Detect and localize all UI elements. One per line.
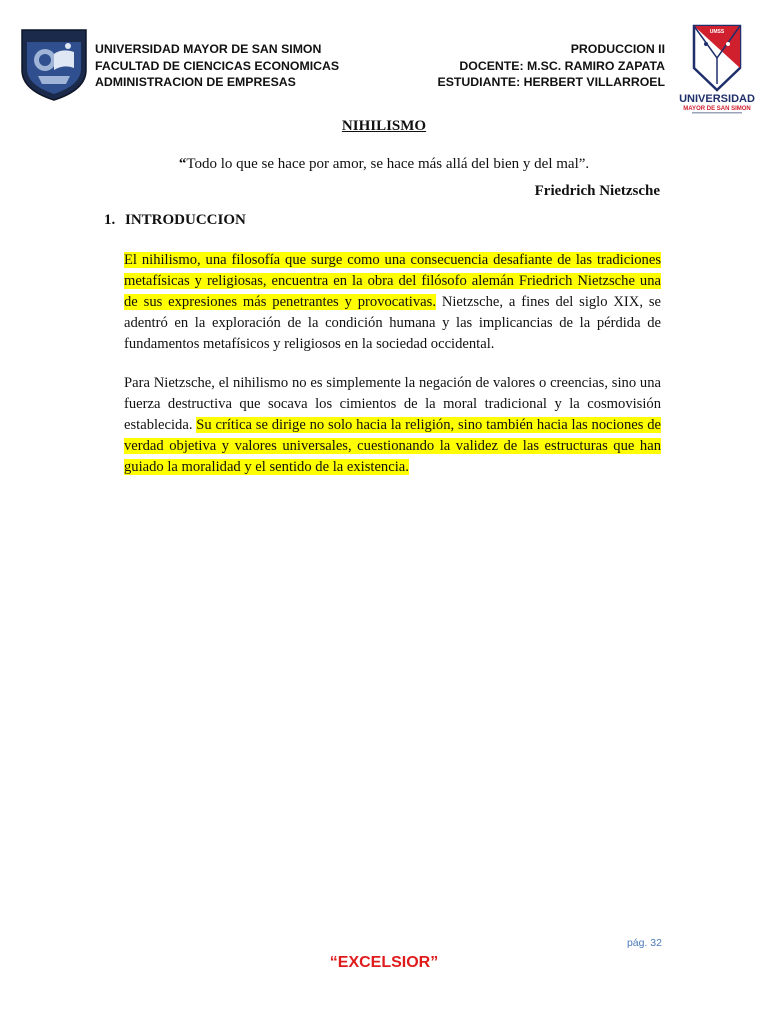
header-course: PRODUCCION II <box>570 42 665 56</box>
intro-paragraph-2 <box>124 373 661 478</box>
faculty-logo <box>18 24 90 102</box>
section-title: INTRODUCCION <box>125 212 246 228</box>
emblem-name: UNIVERSIDAD <box>679 93 755 105</box>
quote-author: Friedrich Nietzsche <box>534 183 660 199</box>
paragraph-text: Para Nietzsche, el nihilismo no es simplemente la negación de valores o creencias, sino una fuerza destructiva que socava los cimientos de la moral tradicional y la cosmovisión establecida. <box>124 375 661 433</box>
intro-paragraph-1 <box>124 250 661 355</box>
quote-open-mark: “ <box>178 156 187 172</box>
faculty-crest-icon <box>18 24 90 102</box>
highlighted-text: El nihilismo, una filosofía que surge como una consecuencia desafiante de las tradiciones metafísicas y religiosas, encuentra en la obra del filósofo alemán Friedrich Nietzsche una de sus expresiones más penetrantes y provocativas. <box>124 252 661 310</box>
epigraph-quote <box>0 156 768 173</box>
header-teacher: DOCENTE: M.SC. RAMIRO ZAPATA <box>459 58 665 73</box>
university-logo <box>679 24 755 116</box>
umss-emblem-icon <box>679 24 755 116</box>
paragraph-text: Nietzsche, a fines del siglo XIX, se adentró en la exploración de la condición humana y las implicancias de la pérdida de fundamentos metafísicos y religiosos en la sociedad occidental. <box>124 294 661 352</box>
page-number: pág. 32 <box>626 937 662 949</box>
header-student: ESTUDIANTE: HERBERT VILLARROEL <box>437 75 665 89</box>
footer-motto: “EXCELSIOR” <box>329 954 439 971</box>
header-faculty: FACULTAD DE CIENCICAS ECONOMICAS <box>95 58 340 73</box>
highlighted-text: Su crítica se dirige no solo hacia la religión, sino también hacia las nociones de verdad objetiva y valores universales, cuestionando la validez de las estructuras que han guiado la moralidad y el sentido de la existencia. <box>124 417 662 475</box>
header-university: UNIVERSIDAD MAYOR DE SAN SIMON <box>95 42 322 56</box>
section-number: 1. <box>104 212 116 228</box>
header-course-info <box>438 41 666 91</box>
quote-text: Todo lo que se hace por amor, se hace más allá del bien y del mal”. <box>186 156 590 172</box>
section-heading <box>104 212 246 229</box>
document-title: NIHILISMO <box>341 118 427 134</box>
header-department: ADMINISTRACION DE EMPRESAS <box>95 75 296 89</box>
emblem-top-text: UMSS <box>709 29 725 35</box>
emblem-subtitle: MAYOR DE SAN SIMON <box>683 106 751 112</box>
header-institution <box>95 41 339 91</box>
